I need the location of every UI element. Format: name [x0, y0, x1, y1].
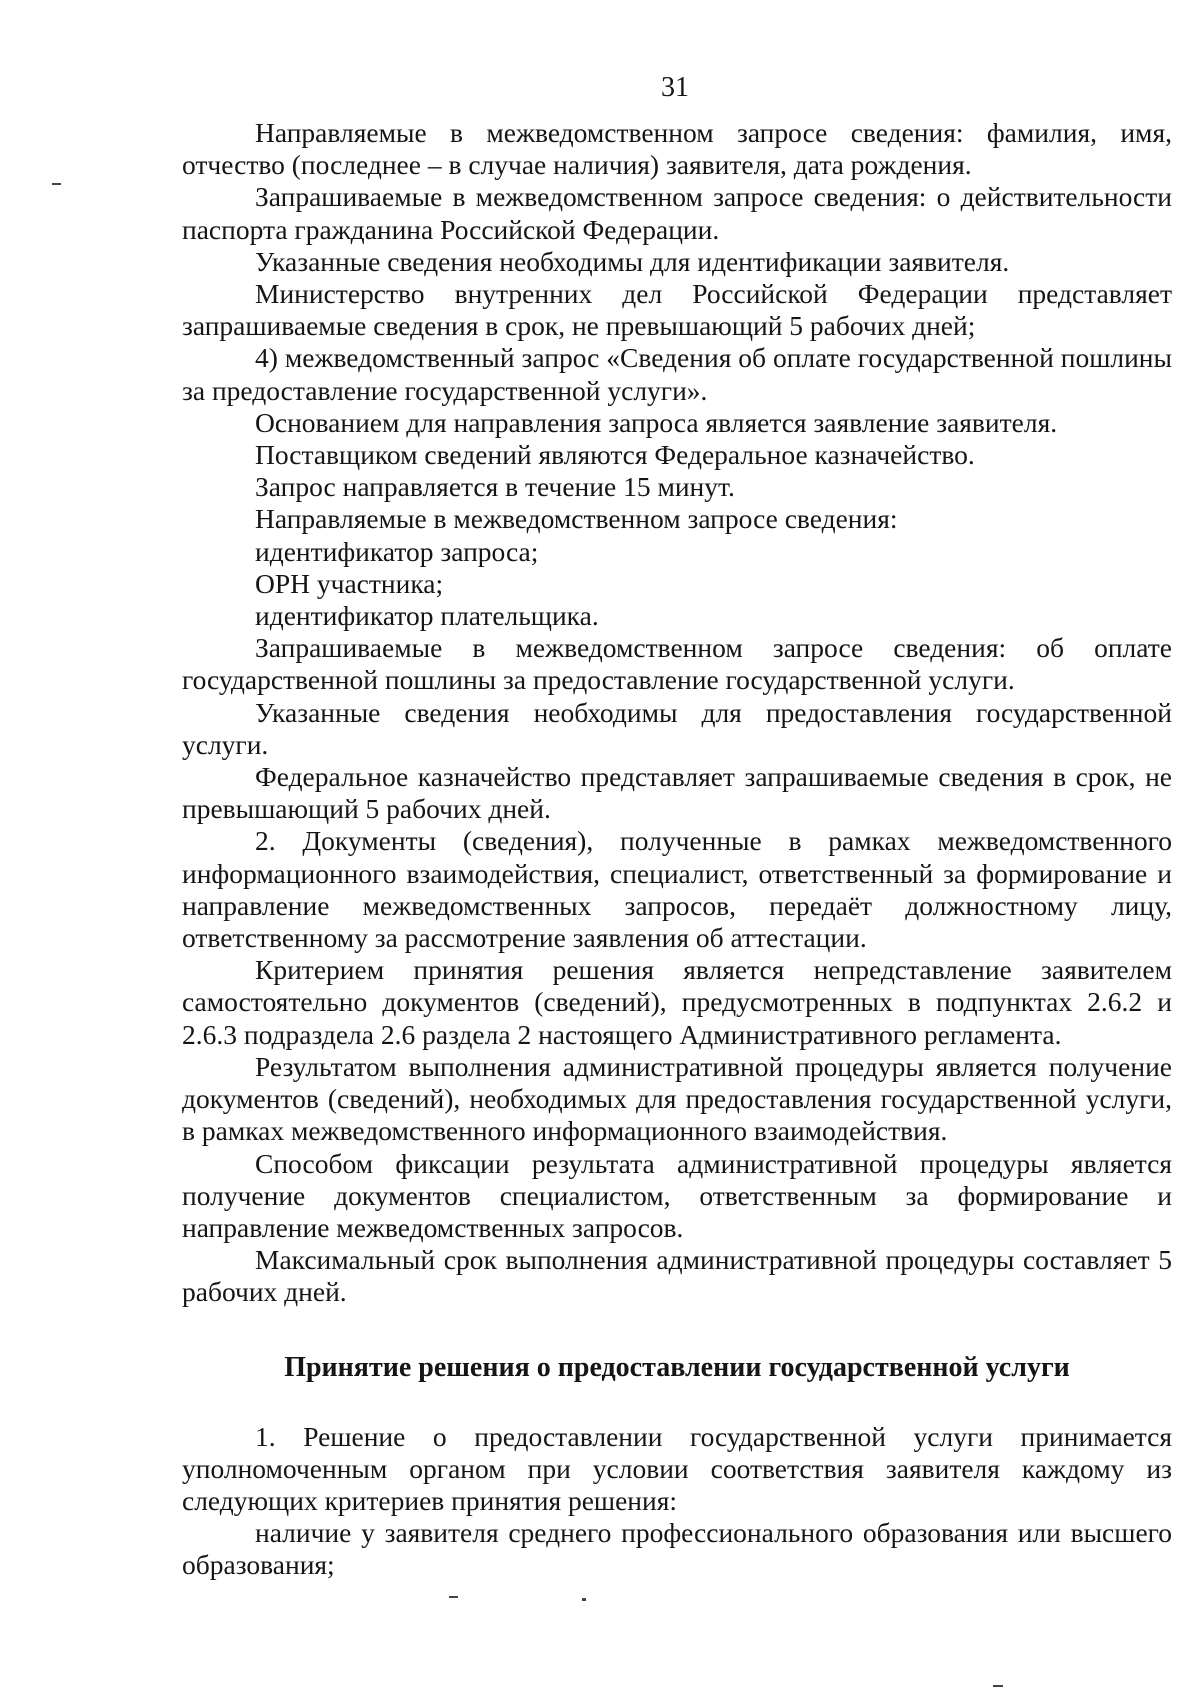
paragraph: Направляемые в межведомственном запросе сведения: фамилия, имя, отчество (последнее – в случае наличия) заявителя, дата рождения.: [182, 117, 1172, 181]
paragraph: 1. Решение о предоставлении государственной услуги принимается уполномоченным органом при условии соответствия заявителя каждому из следующих критериев принятия решения:: [182, 1420, 1172, 1516]
paragraph: Запрашиваемые в межведомственном запросе сведения: об оплате государственной пошлины за предоставление государственной услуги.: [182, 632, 1172, 696]
paragraph: Указанные сведения необходимы для предоставления государственной услуги.: [182, 696, 1172, 760]
document-body: [182, 117, 1172, 1582]
list-item: ОРН участника;: [255, 567, 444, 599]
scan-speck: [52, 183, 61, 185]
paragraph: Запрашиваемые в межведомственном запросе сведения: о действительности паспорта гражданина Российской Федерации.: [182, 181, 1172, 245]
paragraph: Указанные сведения необходимы для идентификации заявителя.: [255, 245, 1010, 277]
list-item: идентификатор плательщика.: [255, 600, 599, 632]
paragraph: Министерство внутренних дел Российской Федерации представляет запрашиваемые сведения в срок, не превышающий 5 рабочих дней;: [182, 278, 1172, 342]
list-item: идентификатор запроса;: [255, 535, 539, 567]
paragraph: Основанием для направления запроса является заявление заявителя.: [255, 406, 1058, 438]
page-number: 31: [661, 72, 689, 103]
section-heading: Принятие решения о предоставлении государственной услуги: [284, 1351, 1070, 1383]
paragraph: Запрос направляется в течение 15 минут.: [255, 471, 735, 503]
paragraph: Направляемые в межведомственном запросе сведения:: [255, 503, 898, 535]
paragraph: Результатом выполнения административной процедуры является получение документов (сведений), необходимых для предоставления государственной услуги, в рамках межведомственного информационного взаимодействия.: [182, 1050, 1172, 1147]
paragraph: Способом фиксации результата административной процедуры является получение документов специалистом, ответственным за формирование и направление межведомственных запросов.: [182, 1147, 1172, 1243]
scan-speck: [993, 1685, 1003, 1687]
scan-speck: [449, 1596, 458, 1598]
paragraph: наличие у заявителя среднего профессионального образования или высшего образования;: [182, 1517, 1172, 1581]
paragraph: Максимальный срок выполнения административной процедуры составляет 5 рабочих дней.: [182, 1244, 1172, 1308]
paragraph: Федеральное казначейство представляет запрашиваемые сведения в срок, не превышающий 5 рабочих дней.: [182, 761, 1172, 825]
paragraph: 2. Документы (сведения), полученные в рамках межведомственного информационного взаимодействия, специалист, ответственный за формирование и направление межведомственных запросов, передаёт должностному лицу, ответственному за рассмотрение заявления об аттестации.: [182, 825, 1172, 954]
paragraph: 4) межведомственный запрос «Сведения об оплате государственной пошлины за предоставление государственной услуги».: [182, 342, 1172, 406]
paragraph: Критерием принятия решения является непредставление заявителем самостоятельно документов (сведений), предусмотренных в подпунктах 2.6.2 и 2.6.3 подраздела 2.6 раздела 2 настоящего Административного регламента.: [182, 954, 1172, 1050]
paragraph: Поставщиком сведений являются Федеральное казначейство.: [255, 439, 975, 471]
scan-speck: [582, 1598, 586, 1601]
